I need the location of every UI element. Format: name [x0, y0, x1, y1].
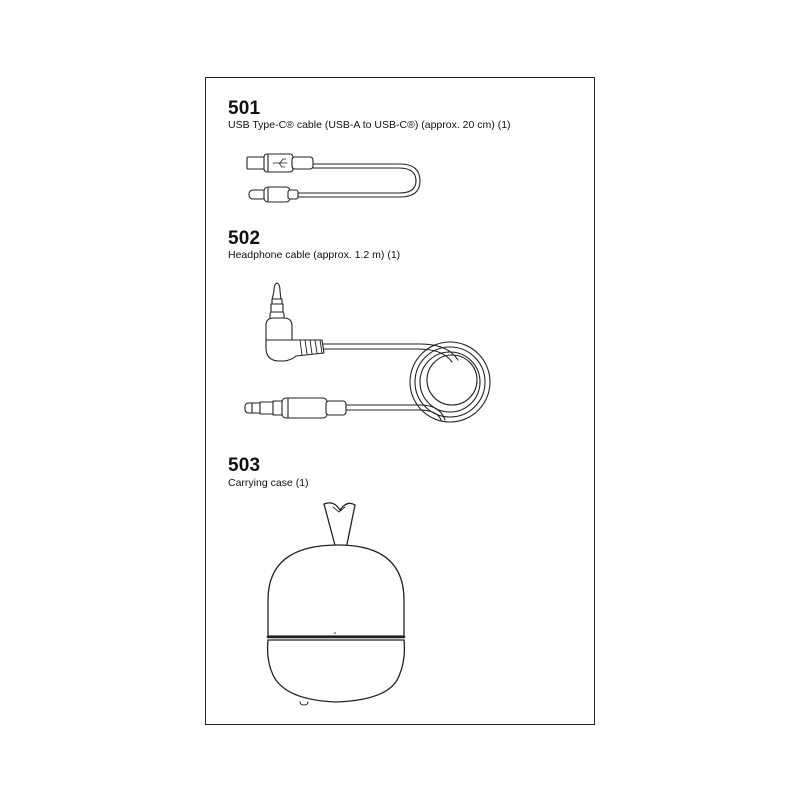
- headphone-cable-illustration: [245, 283, 490, 422]
- item-501-description: USB Type-C® cable (USB-A to USB-C®) (approx. 20 cm) (1): [228, 119, 511, 131]
- item-503-number: 503: [228, 455, 261, 476]
- item-503-description: Carrying case (1): [228, 477, 309, 489]
- item-502-number: 502: [228, 228, 261, 249]
- item-501-number: 501: [228, 98, 261, 119]
- carrying-case-illustration: [268, 503, 405, 705]
- item-502-description: Headphone cable (approx. 1.2 m) (1): [228, 249, 401, 261]
- usb-type-c-cable-illustration: [247, 154, 420, 202]
